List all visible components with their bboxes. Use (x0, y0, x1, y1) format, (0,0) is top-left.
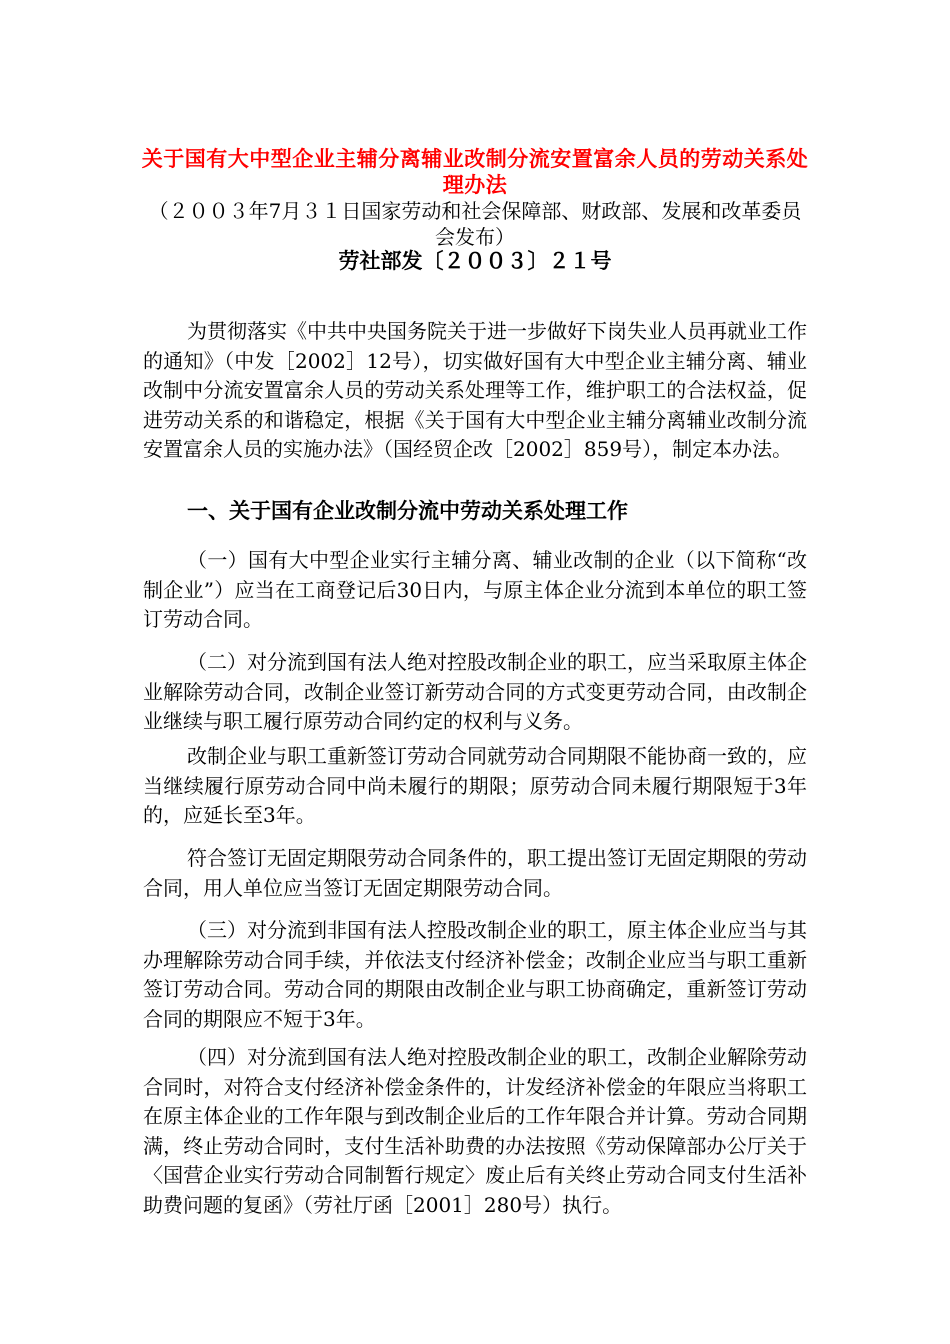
document-number: 劳社部发〔２００３〕２１号 (338, 248, 612, 273)
paragraph-3: 改制企业与职工重新签订劳动合同就劳动合同期限不能协商一致的，应当继续履行原劳动合同中尚未履行的期限；原劳动合同未履行期限短于3年的，应延长至3年。 (143, 744, 807, 828)
paragraph-1: （一）国有大中型企业实行主辅分离、辅业改制的企业（以下简称“改制企业”）应当在工商登记后30日内，与原主体企业分流到本单位的职工签订劳动合同。 (143, 548, 807, 632)
paragraph-6: （四）对分流到国有法人绝对控股改制企业的职工，改制企业解除劳动合同时，对符合支付经济补偿金条件的，计发经济补偿金的年限应当将职工在原主体企业的工作年限与到改制企业后的工作年限合并计算。劳动合同期满，终止劳动合同时，支付生活补助费的办法按照《劳动保障部办公厅关于〈国营企业实行劳动合同制暂行规定〉废止后有关终止劳动合同支付生活补助费问题的复函》（劳社厅函［2001］280号）执行。 (143, 1045, 807, 1217)
paragraph-5: （三）对分流到非国有法人控股改制企业的职工，原主体企业应当与其办理解除劳动合同手续，并依法支付经济补偿金；改制企业应当与职工重新签订劳动合同。劳动合同的期限由改制企业与职工协商确定，重新签订劳动合同的期限应不短于3年。 (143, 918, 807, 1031)
paragraph-4: 符合签订无固定期限劳动合同条件的，职工提出签订无固定期限的劳动合同，用人单位应当签订无固定期限劳动合同。 (143, 846, 807, 900)
document-title: 关于国有大中型企业主辅分离辅业改制分流安置富余人员的劳动关系处理办法 (141, 146, 809, 197)
document-subtitle: （２００３年7月３１日国家劳动和社会保障部、财政部、发展和改革委员会发布） (148, 199, 802, 249)
paragraph-2: （二）对分流到国有法人绝对控股改制企业的职工，应当采取原主体企业解除劳动合同，改制企业签订新劳动合同的方式变更劳动合同，由改制企业继续与职工履行原劳动合同约定的权利与义务。 (143, 650, 807, 734)
intro-paragraph: 为贯彻落实《中共中央国务院关于进一步做好下岗失业人员再就业工作的通知》（中发［2002］12号），切实做好国有大中型企业主辅分离、辅业改制中分流安置富余人员的劳动关系处理等工作，维护职工的合法权益，促进劳动关系的和谐稳定，根据《关于国有大中型企业主辅分离辅业改制分流安置富余人员的实施办法》（国经贸企改［2002］859号），制定本办法。 (143, 319, 807, 462)
section-heading: 一、关于国有企业改制分流中劳动关系处理工作 (187, 498, 628, 523)
